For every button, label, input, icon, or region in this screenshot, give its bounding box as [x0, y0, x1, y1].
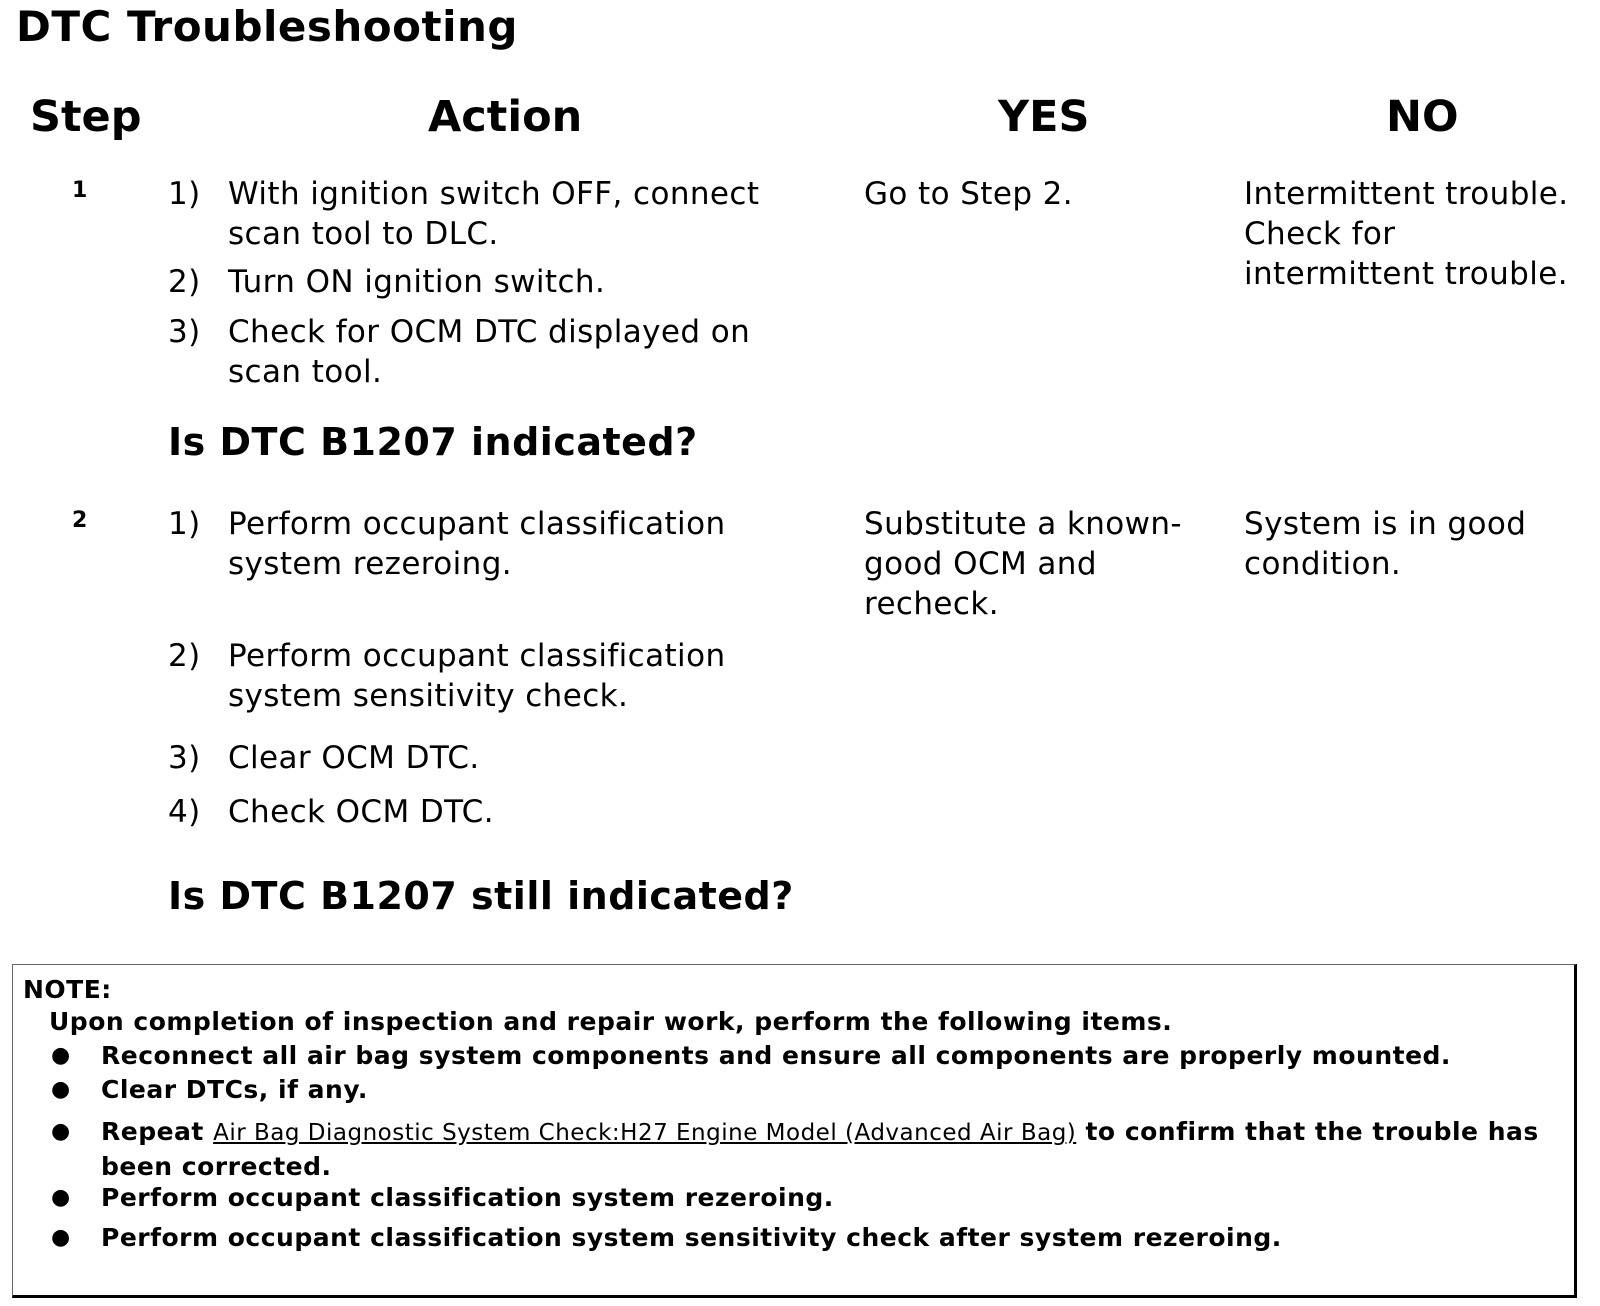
bullet-icon: ● — [51, 1119, 71, 1144]
step-1-action-3 — [168, 312, 808, 392]
note-intro: Upon completion of inspection and repair work, perform the following items. — [49, 1007, 1173, 1036]
header-action: Action — [428, 92, 583, 142]
step-1-question: Is DTC B1207 indicated? — [168, 420, 698, 464]
step-2-action-1-text: Perform occupant classification system rezeroing. — [228, 506, 726, 582]
note-item-sensitivity-text: Perform occupant classification system sensitivity check after system rezeroing. — [101, 1223, 1282, 1252]
step-1-action-1 — [168, 174, 808, 254]
note-item-reconnect — [51, 1039, 1541, 1072]
step-2-action-3-num: 3) — [168, 740, 201, 776]
step-2-action-3-text: Clear OCM DTC. — [228, 740, 480, 776]
bullet-icon: ● — [51, 1077, 71, 1102]
note-item-repeat-prefix: Repeat — [101, 1117, 204, 1146]
note-item-clear-dtcs-text: Clear DTCs, if any. — [101, 1075, 368, 1104]
step-1-action-2 — [168, 262, 808, 302]
note-item-reconnect-text: Reconnect all air bag system components and ensure all components are properly mounted. — [101, 1041, 1451, 1070]
note-item-rezeroing-text: Perform occupant classification system rezeroing. — [101, 1183, 834, 1212]
step-1-action-2-text: Turn ON ignition switch. — [228, 264, 606, 300]
note-item-rezeroing — [51, 1181, 1541, 1214]
step-2-action-4-text: Check OCM DTC. — [228, 794, 494, 830]
bullet-icon: ● — [51, 1185, 71, 1210]
step-2-action-1 — [168, 504, 808, 584]
air-bag-diagnostic-check-link[interactable]: Air Bag Diagnostic System Check:H27 Engine Model (Advanced Air Bag) — [213, 1120, 1077, 1146]
step-2-no: System is in good condition. — [1244, 506, 1527, 582]
step-2-action-4-num: 4) — [168, 794, 201, 830]
step-1-action-3-num: 3) — [168, 314, 201, 350]
page-title: DTC Troubleshooting — [16, 2, 518, 51]
step-1-no: Intermittent trouble. Check for intermittent trouble. — [1244, 176, 1569, 292]
step-2-question: Is DTC B1207 still indicated? — [168, 874, 794, 918]
step-1-action-1-text: With ignition switch OFF, connect scan tool to DLC. — [228, 176, 760, 252]
note-item-clear-dtcs — [51, 1073, 1541, 1106]
header-step: Step — [30, 92, 142, 142]
step-2-action-2 — [168, 636, 808, 716]
note-item-repeat-suffix: to confirm that the trouble has been corrected. — [101, 1117, 1539, 1181]
step-1-number: 1 — [72, 178, 88, 203]
note-label: NOTE: — [23, 975, 112, 1004]
header-yes: YES — [998, 92, 1090, 142]
step-2-number: 2 — [72, 508, 88, 533]
step-2-yes: Substitute a known-good OCM and recheck. — [864, 506, 1183, 622]
note-box — [12, 964, 1577, 1298]
step-1-action-3-text: Check for OCM DTC displayed on scan tool. — [228, 314, 751, 390]
step-2-action-3 — [168, 738, 808, 778]
step-2-action-1-num: 1) — [168, 506, 201, 542]
bullet-icon: ● — [51, 1225, 71, 1250]
step-2-action-list — [168, 504, 808, 832]
step-1-action-list — [168, 174, 808, 392]
note-item-sensitivity — [51, 1221, 1541, 1254]
step-1-yes: Go to Step 2. — [864, 176, 1074, 212]
header-no: NO — [1386, 92, 1459, 142]
step-1-action-2-num: 2) — [168, 264, 201, 300]
step-2-action-4 — [168, 792, 808, 832]
step-2-action-2-text: Perform occupant classification system sensitivity check. — [228, 638, 726, 714]
bullet-icon: ● — [51, 1043, 71, 1068]
step-1-action-1-num: 1) — [168, 176, 201, 212]
step-2-action-2-num: 2) — [168, 638, 201, 674]
note-item-repeat-check — [51, 1115, 1541, 1183]
